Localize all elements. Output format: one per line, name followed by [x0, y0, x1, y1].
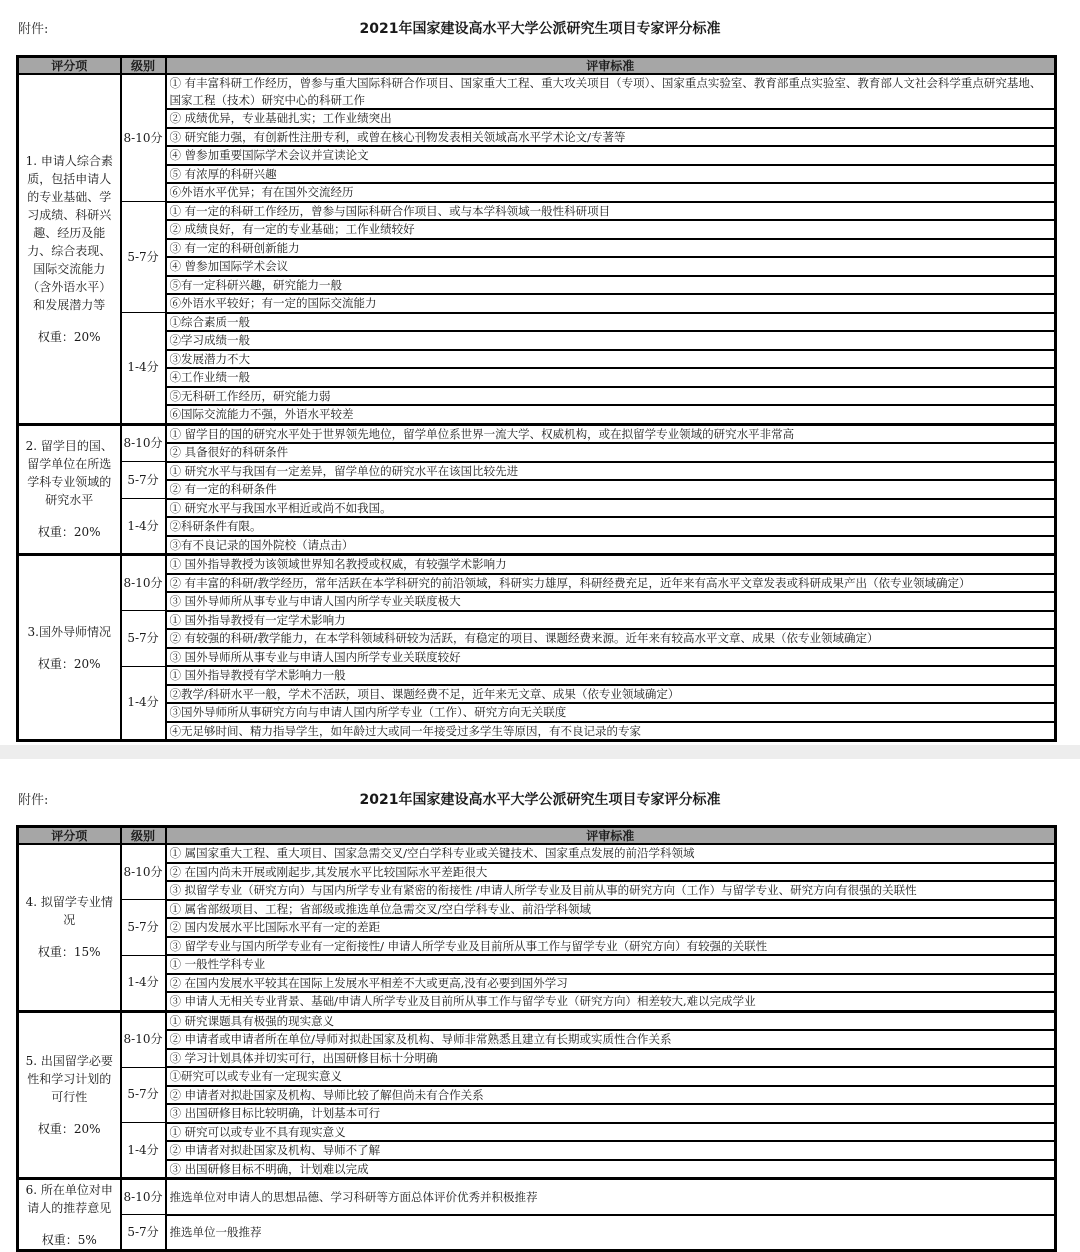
level-label: 8-10分	[121, 424, 166, 462]
table-row	[18, 146, 1056, 165]
criterion: ① 有丰富科研工作经历，曾参与重大国际科研合作项目、国家重大工程、重大攻关项目（专项）、国家重点实验室、教育部重点实验室、教育部人文社会科学重点研究基地、国家工程（技术）研究中心的科研工作	[166, 74, 1056, 109]
level-label: 1-4分	[121, 955, 166, 1011]
criterion: ① 国外指导教授有学术影响力一般	[166, 666, 1056, 685]
level-label: 5-7分	[121, 202, 166, 313]
criterion: ① 研究课题具有极强的现实意义	[166, 1011, 1056, 1030]
criterion: ⑤无科研工作经历，研究能力弱	[166, 387, 1056, 406]
table-row	[18, 1179, 1056, 1215]
criterion: ③ 有一定的科研创新能力	[166, 239, 1056, 258]
level-label: 5-7分	[121, 1215, 166, 1251]
table-row	[18, 424, 1056, 443]
table-row	[18, 128, 1056, 147]
criterion: 推选单位对申请人的思想品德、学习科研等方面总体评价优秀并积极推荐	[166, 1179, 1056, 1215]
criterion: ③ 出国研修目标比较明确，计划基本可行	[166, 1104, 1056, 1123]
criterion: ⑤有一定科研兴趣，研究能力一般	[166, 276, 1056, 295]
item-weight: 权重：20%	[37, 329, 101, 344]
table-row	[18, 974, 1056, 993]
table-row	[18, 257, 1056, 276]
table-row	[18, 462, 1056, 481]
criterion: ② 申请者或申请者所在单位/导师对拟赴国家及机构、导师非常熟悉且建立有长期或实质性合作关系	[166, 1030, 1056, 1049]
table-row	[18, 666, 1056, 685]
table-row	[18, 202, 1056, 221]
criterion: ③ 国外导师所从事专业与申请人国内所学专业关联度极大	[166, 592, 1056, 611]
item-name: 6. 所在单位对申请人的推荐意见	[25, 1182, 113, 1215]
table-row	[18, 863, 1056, 882]
criterion: ② 有一定的科研条件	[166, 480, 1056, 499]
table-row	[18, 1104, 1056, 1123]
table-row	[18, 611, 1056, 630]
table-row	[18, 405, 1056, 424]
criterion: ③ 拟留学专业（研究方向）与国内所学专业有紧密的衔接性 /申请人所学专业及目前从事的研究方向（工作）与留学专业、研究方向有很强的关联性	[166, 881, 1056, 900]
criterion: ③发展潜力不大	[166, 350, 1056, 369]
table-row	[18, 1030, 1056, 1049]
table-row	[18, 276, 1056, 295]
item-name: 3.国外导师情况	[27, 624, 111, 639]
criterion: ② 在国内发展水平较其在国际上发展水平相差不大或更高,没有必要到国外学习	[166, 974, 1056, 993]
criterion: ⑥国际交流能力不强，外语水平较差	[166, 405, 1056, 424]
scoring-table	[16, 825, 1057, 1252]
level-label: 8-10分	[121, 555, 166, 611]
page-title: 2021年国家建设高水平大学公派研究生项目专家评分标准	[359, 21, 721, 37]
table-row	[18, 1160, 1056, 1179]
table-row	[18, 1067, 1056, 1086]
table-row	[18, 443, 1056, 462]
level-label: 1-4分	[121, 499, 166, 555]
score-item	[18, 1011, 121, 1179]
level-label: 1-4分	[121, 313, 166, 425]
criterion: ① 国外指导教授有一定学术影响力	[166, 611, 1056, 630]
table-row	[18, 629, 1056, 648]
criterion: ① 研究水平与我国水平相近或尚不如我国。	[166, 499, 1056, 518]
table-row	[18, 294, 1056, 313]
item-weight: 权重：15%	[37, 945, 101, 960]
level-label: 8-10分	[121, 844, 166, 900]
score-item	[18, 1179, 121, 1251]
criterion: ②科研条件有限。	[166, 517, 1056, 536]
table-row	[18, 480, 1056, 499]
header-level: 级别	[121, 827, 166, 845]
score-item	[18, 844, 121, 1011]
criterion: ② 有丰富的科研/教学经历，常年活跃在本学科研究的前沿领域，科研实力雄厚，科研经费充足，近年来有高水平文章发表或科研成果产出（依专业领域确定）	[166, 574, 1056, 593]
header-criteria: 评审标准	[166, 57, 1056, 75]
criterion: ① 属国家重大工程、重大项目、国家急需交叉/空白学科专业或关键技术、国家重点发展的前沿学科领域	[166, 844, 1056, 863]
table-row	[18, 722, 1056, 741]
level-label: 8-10分	[121, 1179, 166, 1215]
header-level: 级别	[121, 57, 166, 75]
criterion: ③ 研究能力强，有创新性注册专利，或曾在核心刊物发表相关领域高水平学术论文/专著等	[166, 128, 1056, 147]
table-row	[18, 937, 1056, 956]
item-weight: 权重：20%	[37, 1121, 101, 1136]
criterion: ⑥外语水平较好；有一定的国际交流能力	[166, 294, 1056, 313]
criterion: ③ 申请人无相关专业背景、基础/申请人所学专业及目前所从事工作与留学专业（研究方向）相差较大,难以完成学业	[166, 992, 1056, 1011]
table-row	[18, 74, 1056, 109]
table-row	[18, 220, 1056, 239]
table-row	[18, 313, 1056, 332]
level-label: 1-4分	[121, 1123, 166, 1179]
item-name: 2. 留学目的国、留学单位在所选学科专业领域的研究水平	[25, 439, 113, 508]
level-label: 5-7分	[121, 462, 166, 499]
criterion: ②教学/科研水平一般，学术不活跃，项目、课题经费不足，近年来无文章、成果（依专业领域确定）	[166, 685, 1056, 704]
item-weight: 权重：20%	[37, 656, 101, 671]
document-page-2	[0, 759, 1080, 1251]
criterion: ①综合素质一般	[166, 313, 1056, 332]
table-row	[18, 574, 1056, 593]
criterion-link[interactable]: ③有不良记录的国外院校（请点击）	[166, 536, 1056, 555]
criterion: 推选单位一般推荐	[166, 1215, 1056, 1251]
criterion: ⑥外语水平优异；有在国外交流经历	[166, 183, 1056, 202]
level-label: 5-7分	[121, 611, 166, 667]
criterion: ① 研究水平与我国有一定差异，留学单位的研究水平在该国比较先进	[166, 462, 1056, 481]
level-label: 5-7分	[121, 900, 166, 956]
criterion: ② 有较强的科研/教学能力，在本学科领域科研较为活跃，有稳定的项目、课题经费来源。近年来有较高水平文章、成果（依专业领域确定）	[166, 629, 1056, 648]
scoring-table	[16, 55, 1057, 742]
item-name: 4. 拟留学专业情况	[25, 895, 113, 928]
table-row	[18, 555, 1056, 574]
table-row	[18, 239, 1056, 258]
score-item	[18, 74, 121, 424]
level-label: 5-7分	[121, 1067, 166, 1123]
level-label: 1-4分	[121, 666, 166, 741]
criterion: ③ 国外导师所从事专业与申请人国内所学专业关联度较好	[166, 648, 1056, 667]
table-row	[18, 648, 1056, 667]
item-name: 1. 申请人综合素质，包括申请人的专业基础、学习成绩、科研兴趣、经历及能力、综合表现、国际交流能力（含外语水平）和发展潜力等	[25, 153, 113, 312]
table-row	[18, 844, 1056, 863]
item-weight: 权重：5%	[41, 1232, 97, 1247]
table-row	[18, 955, 1056, 974]
criterion: ④ 曾参加国际学术会议	[166, 257, 1056, 276]
header-item: 评分项	[18, 827, 121, 845]
table-row	[18, 165, 1056, 184]
table-row	[18, 331, 1056, 350]
table-row	[18, 1049, 1056, 1068]
table-row	[18, 1123, 1056, 1142]
criterion: ① 有一定的科研工作经历，曾参与国际科研合作项目、或与本学科领域一般性科研项目	[166, 202, 1056, 221]
criterion: ④ 曾参加重要国际学术会议并宣读论文	[166, 146, 1056, 165]
table-row	[18, 703, 1056, 722]
criterion: ② 成绩优异，专业基础扎实；工作业绩突出	[166, 109, 1056, 128]
criterion: ① 属省部级项目、工程；省部级或推选单位急需交叉/空白学科专业、前沿学科领域	[166, 900, 1056, 919]
criterion: ③ 出国研修目标不明确，计划难以完成	[166, 1160, 1056, 1179]
table-row	[18, 1011, 1056, 1030]
header-criteria: 评审标准	[166, 827, 1056, 845]
criterion: ② 具备很好的科研条件	[166, 443, 1056, 462]
criterion: ④工作业绩一般	[166, 368, 1056, 387]
table-row	[18, 992, 1056, 1011]
table-row	[18, 881, 1056, 900]
table-row	[18, 1141, 1056, 1160]
criterion: ③国外导师所从事研究方向与申请人国内所学专业（工作）、研究方向无关联度	[166, 703, 1056, 722]
table-row	[18, 368, 1056, 387]
criterion: ① 留学目的国的研究水平处于世界领先地位，留学单位系世界一流大学、权威机构，或在拟留学专业领域的研究水平非常高	[166, 424, 1056, 443]
score-item	[18, 424, 121, 555]
criterion: ② 申请者对拟赴国家及机构、导师比较了解但尚未有合作关系	[166, 1086, 1056, 1105]
score-item	[18, 555, 121, 741]
criterion: ② 国内发展水平比国际水平有一定的差距	[166, 918, 1056, 937]
table-row	[18, 592, 1056, 611]
table-row	[18, 1086, 1056, 1105]
attachment-label: 附件:	[18, 22, 49, 37]
item-weight: 权重：20%	[37, 525, 101, 540]
table-row	[18, 109, 1056, 128]
item-name: 5. 出国留学必要性和学习计划的可行性	[25, 1053, 113, 1104]
table-row	[18, 536, 1056, 555]
attachment-label: 附件:	[18, 793, 49, 808]
table-row	[18, 183, 1056, 202]
criterion: ② 申请者对拟赴国家及机构、导师不了解	[166, 1141, 1056, 1160]
level-label: 8-10分	[121, 1011, 166, 1067]
table-row	[18, 685, 1056, 704]
table-row	[18, 918, 1056, 937]
level-label: 8-10分	[121, 74, 166, 202]
table-row	[18, 900, 1056, 919]
table-row	[18, 499, 1056, 518]
criterion: ③ 学习计划具体并切实可行，出国研修目标十分明确	[166, 1049, 1056, 1068]
criterion: ④无足够时间、精力指导学生，如年龄过大或同一年接受过多学生等原因，有不良记录的专家	[166, 722, 1056, 741]
criterion: ②学习成绩一般	[166, 331, 1056, 350]
table-row	[18, 1215, 1056, 1251]
criterion: ① 研究可以或专业不具有现实意义	[166, 1123, 1056, 1142]
criterion: ② 在国内尚未开展或刚起步,其发展水平比较国际水平差距很大	[166, 863, 1056, 882]
criterion: ② 成绩良好，有一定的专业基础；工作业绩较好	[166, 220, 1056, 239]
criterion: ① 一般性学科专业	[166, 955, 1056, 974]
criterion: ⑤ 有浓厚的科研兴趣	[166, 165, 1056, 184]
criterion: ① 国外指导教授为该领域世界知名教授或权威，有较强学术影响力	[166, 555, 1056, 574]
table-row	[18, 387, 1056, 406]
table-row	[18, 517, 1056, 536]
criterion: ①研究可以或专业有一定现实意义	[166, 1067, 1056, 1086]
table-row	[18, 350, 1056, 369]
page-divider	[0, 745, 1080, 759]
criterion: ③ 留学专业与国内所学专业有一定衔接性/ 申请人所学专业及目前所从事工作与留学专业（研究方向）有较强的关联性	[166, 937, 1056, 956]
header-item: 评分项	[18, 57, 121, 75]
page-title: 2021年国家建设高水平大学公派研究生项目专家评分标准	[359, 792, 721, 808]
